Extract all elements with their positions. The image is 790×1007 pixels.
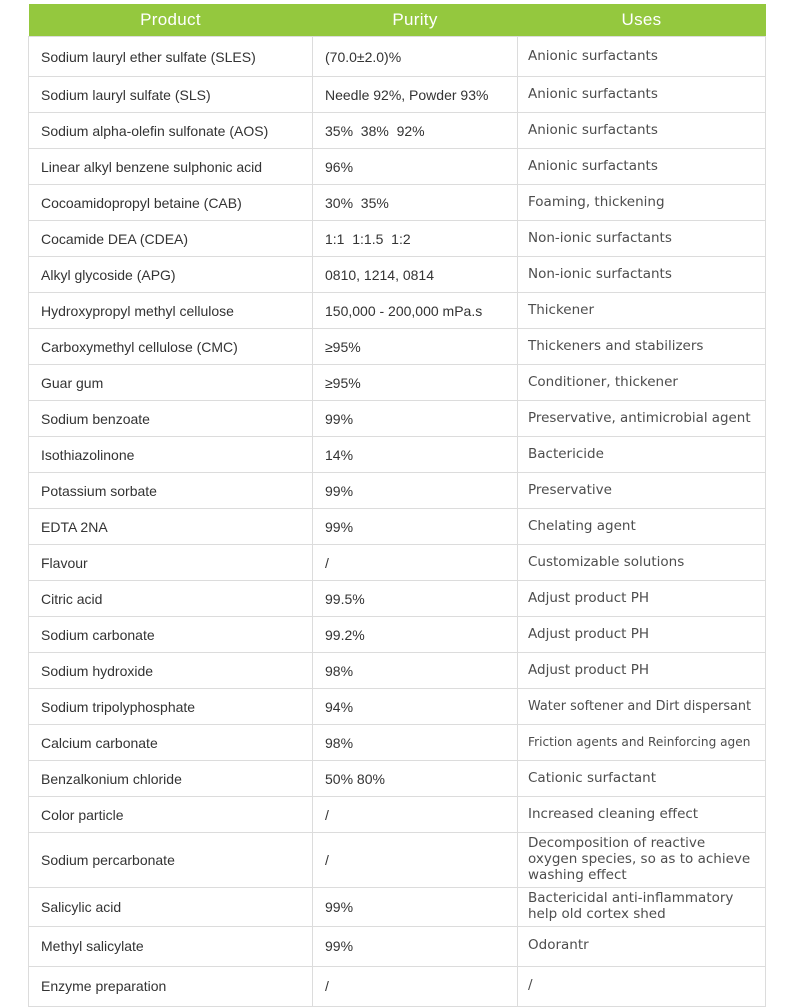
purity-text: ≥95% xyxy=(325,374,361,391)
uses-text: Chelating agent xyxy=(528,517,636,534)
product-cell xyxy=(29,221,313,257)
table-row xyxy=(29,113,766,149)
table-row xyxy=(29,293,766,329)
uses-cell xyxy=(518,473,766,509)
purity-cell xyxy=(313,221,518,257)
product-text: Cocoamidopropyl betaine (CAB) xyxy=(41,194,242,211)
product-text: Sodium lauryl ether sulfate (SLES) xyxy=(41,48,256,65)
uses-text: Non-ionic surfactants xyxy=(528,265,672,282)
purity-cell xyxy=(313,581,518,617)
uses-cell xyxy=(518,257,766,293)
uses-text: Thickeners and stabilizers xyxy=(528,337,704,354)
product-cell xyxy=(29,293,313,329)
purity-cell xyxy=(313,401,518,437)
table-row xyxy=(29,437,766,473)
purity-cell xyxy=(313,329,518,365)
purity-cell xyxy=(313,926,518,966)
product-text: Linear alkyl benzene sulphonic acid xyxy=(41,158,263,175)
uses-text: / xyxy=(528,977,533,994)
purity-text: 96% xyxy=(325,158,354,175)
uses-text: Anionic surfactants xyxy=(528,47,658,64)
product-cell xyxy=(29,257,313,293)
uses-cell xyxy=(518,293,766,329)
product-cell xyxy=(29,966,313,1006)
purity-cell xyxy=(313,887,518,926)
product-cell xyxy=(29,689,313,725)
purity-cell xyxy=(313,37,518,77)
table-row xyxy=(29,473,766,509)
uses-text: Adjust product PH xyxy=(528,625,649,642)
purity-cell xyxy=(313,761,518,797)
purity-cell xyxy=(313,797,518,833)
uses-text: Bactericide xyxy=(528,445,604,462)
purity-text: (70.0±2.0)% xyxy=(325,48,402,65)
uses-text: Adjust product PH xyxy=(528,589,649,606)
table-row xyxy=(29,926,766,966)
product-cell xyxy=(29,185,313,221)
column-header-uses: Uses xyxy=(518,4,766,37)
product-cell xyxy=(29,833,313,888)
uses-cell xyxy=(518,833,766,888)
table-row xyxy=(29,617,766,653)
product-text: Citric acid xyxy=(41,590,103,607)
product-text: Alkyl glycoside (APG) xyxy=(41,266,176,283)
product-cell xyxy=(29,437,313,473)
table-row xyxy=(29,545,766,581)
purity-cell xyxy=(313,689,518,725)
uses-text: Thickener xyxy=(528,301,595,318)
purity-text: / xyxy=(325,806,329,823)
purity-cell xyxy=(313,437,518,473)
purity-text: 99.5% xyxy=(325,590,365,607)
uses-text: Preservative, antimicrobial agent xyxy=(528,410,751,426)
purity-text: 99% xyxy=(325,410,354,427)
uses-text: Bactericidal anti-inflammatory help old cortex shed xyxy=(528,889,734,922)
product-text: Sodium hydroxide xyxy=(41,662,154,679)
table-row xyxy=(29,725,766,761)
table-row xyxy=(29,833,766,888)
table-row xyxy=(29,257,766,293)
product-cell xyxy=(29,37,313,77)
product-cell xyxy=(29,149,313,185)
product-text: Cocamide DEA (CDEA) xyxy=(41,230,189,247)
uses-cell xyxy=(518,509,766,545)
uses-cell xyxy=(518,581,766,617)
uses-cell xyxy=(518,37,766,77)
purity-text: 98% xyxy=(325,662,354,679)
product-text: Calcium carbonate xyxy=(41,734,158,751)
product-text: Color particle xyxy=(41,806,124,823)
table-row xyxy=(29,37,766,77)
uses-cell xyxy=(518,653,766,689)
product-text: Benzalkonium chloride xyxy=(41,770,182,787)
purity-cell xyxy=(313,509,518,545)
purity-text: 99% xyxy=(325,518,354,535)
table-row xyxy=(29,966,766,1006)
purity-text: 35% 38% 92% xyxy=(325,122,425,139)
uses-text: Preservative xyxy=(528,481,612,498)
purity-text: 1:1 1:1.5 1:2 xyxy=(325,230,411,247)
uses-cell xyxy=(518,113,766,149)
uses-cell xyxy=(518,329,766,365)
uses-text: Water softener and Dirt dispersant xyxy=(528,698,752,714)
product-text: Sodium carbonate xyxy=(41,626,155,643)
uses-cell xyxy=(518,617,766,653)
product-text: Sodium benzoate xyxy=(41,410,150,427)
table-row xyxy=(29,797,766,833)
uses-text: Odorantr xyxy=(528,937,589,954)
table-row xyxy=(29,329,766,365)
uses-cell xyxy=(518,149,766,185)
uses-cell xyxy=(518,545,766,581)
purity-text: 150,000 - 200,000 mPa.s xyxy=(325,302,483,319)
table-row xyxy=(29,887,766,926)
uses-text: Conditioner, thickener xyxy=(528,373,678,390)
purity-text: 99.2% xyxy=(325,626,365,643)
product-cell xyxy=(29,509,313,545)
product-text: Isothiazolinone xyxy=(41,446,135,463)
purity-text: 50% 80% xyxy=(325,770,385,787)
purity-text: / xyxy=(325,852,329,869)
products-table xyxy=(28,4,766,1007)
product-text: EDTA 2NA xyxy=(41,518,108,535)
uses-cell xyxy=(518,725,766,761)
uses-cell xyxy=(518,887,766,926)
purity-cell xyxy=(313,617,518,653)
purity-cell xyxy=(313,293,518,329)
product-text: Hydroxypropyl methyl cellulose xyxy=(41,302,234,319)
uses-text: Anionic surfactants xyxy=(528,85,658,102)
table-row xyxy=(29,401,766,437)
header-row xyxy=(29,4,766,37)
product-text: Salicylic acid xyxy=(41,898,122,915)
table-row xyxy=(29,77,766,113)
column-header-product: Product xyxy=(29,4,313,37)
purity-text: 30% 35% xyxy=(325,194,389,211)
product-text: Enzyme preparation xyxy=(41,978,167,995)
uses-text: Anionic surfactants xyxy=(528,121,658,138)
table-row xyxy=(29,761,766,797)
purity-text: ≥95% xyxy=(325,338,361,355)
table-row xyxy=(29,185,766,221)
product-cell xyxy=(29,761,313,797)
product-cell xyxy=(29,617,313,653)
product-cell xyxy=(29,725,313,761)
purity-cell xyxy=(313,77,518,113)
product-cell xyxy=(29,473,313,509)
uses-cell xyxy=(518,77,766,113)
product-text: Sodium alpha-olefin sulfonate (AOS) xyxy=(41,122,269,139)
purity-text: / xyxy=(325,978,329,995)
purity-text: 99% xyxy=(325,898,354,915)
uses-cell xyxy=(518,761,766,797)
product-cell xyxy=(29,545,313,581)
uses-cell xyxy=(518,966,766,1006)
uses-text: Cationic surfactant xyxy=(528,769,657,786)
purity-cell xyxy=(313,473,518,509)
uses-cell xyxy=(518,221,766,257)
product-cell xyxy=(29,926,313,966)
purity-text: 0810, 1214, 0814 xyxy=(325,266,434,283)
product-text: Methyl salicylate xyxy=(41,938,144,955)
product-cell xyxy=(29,581,313,617)
uses-cell xyxy=(518,797,766,833)
uses-text: Friction agents and Reinforcing agen xyxy=(528,735,751,750)
purity-cell xyxy=(313,833,518,888)
purity-cell xyxy=(313,545,518,581)
purity-text: 14% xyxy=(325,446,354,463)
uses-text: Adjust product PH xyxy=(528,661,649,678)
table-row xyxy=(29,149,766,185)
purity-cell xyxy=(313,653,518,689)
product-cell xyxy=(29,797,313,833)
product-text: Guar gum xyxy=(41,374,104,391)
product-cell xyxy=(29,887,313,926)
uses-cell xyxy=(518,185,766,221)
uses-text: Increased cleaning effect xyxy=(528,805,699,822)
uses-cell xyxy=(518,401,766,437)
table-row xyxy=(29,365,766,401)
purity-cell xyxy=(313,725,518,761)
column-header-purity: Purity xyxy=(313,4,518,37)
product-cell xyxy=(29,401,313,437)
product-text: Potassium sorbate xyxy=(41,482,157,499)
purity-cell xyxy=(313,365,518,401)
purity-text: 98% xyxy=(325,734,354,751)
product-cell xyxy=(29,329,313,365)
product-text: Sodium tripolyphosphate xyxy=(41,698,196,715)
purity-text: 99% xyxy=(325,938,354,955)
table-row xyxy=(29,221,766,257)
uses-text: Customizable solutions xyxy=(528,553,685,570)
uses-text: Non-ionic surfactants xyxy=(528,229,672,246)
product-text: Sodium lauryl sulfate (SLS) xyxy=(41,86,211,103)
purity-text: 94% xyxy=(325,698,354,715)
table-body xyxy=(29,37,766,1007)
table-row xyxy=(29,509,766,545)
uses-cell xyxy=(518,689,766,725)
table-row xyxy=(29,653,766,689)
purity-cell xyxy=(313,257,518,293)
purity-cell xyxy=(313,113,518,149)
uses-cell xyxy=(518,437,766,473)
table-header xyxy=(29,4,766,37)
purity-cell xyxy=(313,966,518,1006)
table-row xyxy=(29,689,766,725)
product-text: Carboxymethyl cellulose (CMC) xyxy=(41,338,238,355)
product-cell xyxy=(29,77,313,113)
uses-text: Foaming, thickening xyxy=(528,193,665,210)
product-cell xyxy=(29,653,313,689)
purity-text: / xyxy=(325,554,329,571)
product-text: Sodium percarbonate xyxy=(41,852,175,869)
table-row xyxy=(29,581,766,617)
purity-text: 99% xyxy=(325,482,354,499)
uses-text: Anionic surfactants xyxy=(528,157,658,174)
uses-cell xyxy=(518,926,766,966)
product-cell xyxy=(29,365,313,401)
product-cell xyxy=(29,113,313,149)
product-text: Flavour xyxy=(41,554,88,571)
uses-text: Decomposition of reactive oxygen species, so as to achieve washing effect xyxy=(528,835,751,883)
uses-cell xyxy=(518,365,766,401)
purity-cell xyxy=(313,149,518,185)
purity-text: Needle 92%, Powder 93% xyxy=(325,86,489,103)
purity-cell xyxy=(313,185,518,221)
